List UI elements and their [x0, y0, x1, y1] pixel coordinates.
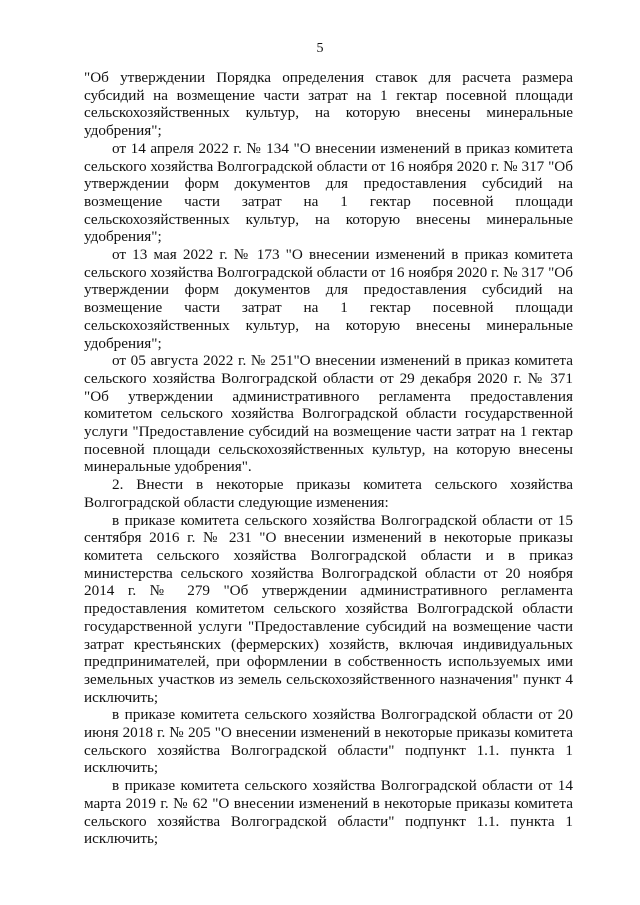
paragraph-order-134: от 14 апреля 2022 г. № 134 "О внесении изменений в приказ комитета сельского хозяйства Волгоградской области от 16 ноября 2020 г. № 317 "Об утверждении форм документов для предоставления субсидий на возмещение части затрат на 1 гектар посевной площади сельскохозяйственных культур, на которую внесены минеральные удобрения"; — [84, 139, 573, 246]
paragraph-item-2: 2. Внести в некоторые приказы комитета сельского хозяйства Волгоградской области следующие изменения: — [84, 476, 573, 511]
paragraph-amend-order-205: в приказе комитета сельского хозяйства Волгоградской области от 20 июня 2018 г. № 205 "О внесении изменений в некоторые приказы комитета сельского хозяйства Волгоградской области" подпункт 1.1. пункта 1 исключить; — [84, 706, 573, 777]
paragraph-amend-order-62: в приказе комитета сельского хозяйства Волгоградской области от 14 марта 2019 г. № 62 "О внесении изменений в некоторые приказы комитета сельского хозяйства Волгоградской области" подпункт 1.1. пункта 1 исключить; — [84, 777, 573, 848]
paragraph-order-173: от 13 мая 2022 г. № 173 "О внесении изменений в приказ комитета сельского хозяйства Волгоградской области от 16 ноября 2020 г. № 317 "Об утверждении форм документов для предоставления субсидий на возмещение части затрат на 1 гектар посевной площади сельскохозяйственных культур, на которую внесены минеральные удобрения"; — [84, 246, 573, 352]
document-body — [84, 69, 573, 848]
paragraph-order-251: от 05 августа 2022 г. № 251"О внесении изменений в приказ комитета сельского хозяйства Волгоградской области от 29 декабря 2020 г. № 371 "Об утверждении административного регламента предоставления комитетом сельского хозяйства Волгоградской области государственной услуги "Предоставление субсидий на возмещение части затрат на 1 гектар посевной площади сельскохозяйственных культур, на которую внесены минеральные удобрения". — [84, 352, 573, 476]
paragraph-amend-order-231: в приказе комитета сельского хозяйства Волгоградской области от 15 сентября 2016 г. № 231 "О внесении изменений в некоторые приказы комитета сельского хозяйства Волгоградской области и в приказ министерства сельского хозяйства Волгоградской области от 20 ноября 2014 г. № 279 "Об утверждении административного регламента предоставления комитетом сельского хозяйства Волгоградской области государственной услуги "Предоставление субсидий на возмещение части затрат крестьянских (фермерских) хозяйств, включая индивидуальных предпринимателей, при оформлении в собственность используемых ими земельных участков из земель сельскохозяйственного назначения" пункт 4 исключить; — [84, 511, 573, 706]
paragraph-order-title-continuation: "Об утверждении Порядка определения ставок для расчета размера субсидий на возмещение части затрат на 1 гектар посевной площади сельскохозяйственных культур, на которую внесены минеральные удобрения"; — [84, 69, 573, 140]
page-number: 5 — [316, 41, 324, 56]
